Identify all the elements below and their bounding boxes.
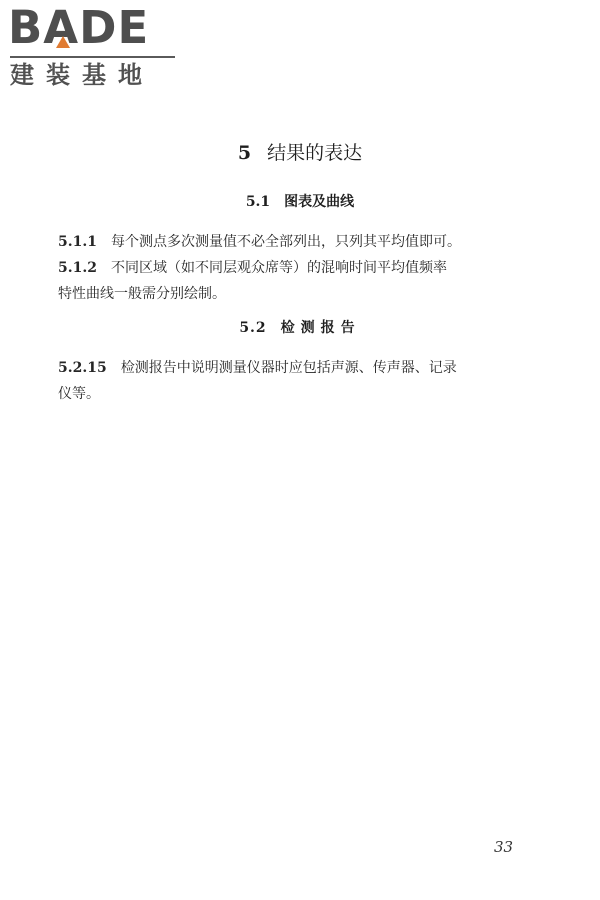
clause-text-line1: 不同区域（如不同层观众席等）的混响时间平均值频率 (110, 260, 447, 276)
clause-text-line2: 特性曲线一般需分别绘制。 (58, 286, 226, 302)
section-heading-5-2 (0, 318, 600, 338)
clause-text: 每个测点多次测量值不必全部列出，只列其平均值即可。 (110, 234, 461, 250)
chapter-title (0, 140, 600, 166)
page-number: 33 (494, 838, 514, 856)
bade-logo (8, 1, 178, 94)
section-number: 5.2 (239, 320, 267, 336)
section-heading-5-1 (0, 192, 600, 212)
clause-number: 5.2.15 (58, 360, 107, 376)
clause-5-1-2 (58, 255, 538, 307)
clause-text-line1: 检测报告中说明测量仪器时应包括声源、传声器、记录 (120, 360, 457, 376)
logo-subtitle: 建装基地 (10, 61, 154, 89)
chapter-title-text: 结果的表达 (267, 142, 363, 164)
clause-5-2-15 (58, 355, 538, 407)
clause-5-1-1 (58, 229, 538, 255)
logo-divider (10, 56, 175, 58)
logo-wordmark: BADE (8, 1, 150, 54)
logo-accent-triangle-icon (56, 36, 70, 48)
clause-number: 5.1.2 (58, 260, 97, 276)
clause-text-line2: 仪等。 (58, 386, 100, 402)
section-title: 检测报告 (280, 320, 361, 336)
chapter-number: 5 (237, 142, 252, 164)
section-number: 5.1 (245, 194, 271, 210)
clause-number: 5.1.1 (58, 234, 97, 250)
section-title: 图表及曲线 (284, 194, 355, 210)
